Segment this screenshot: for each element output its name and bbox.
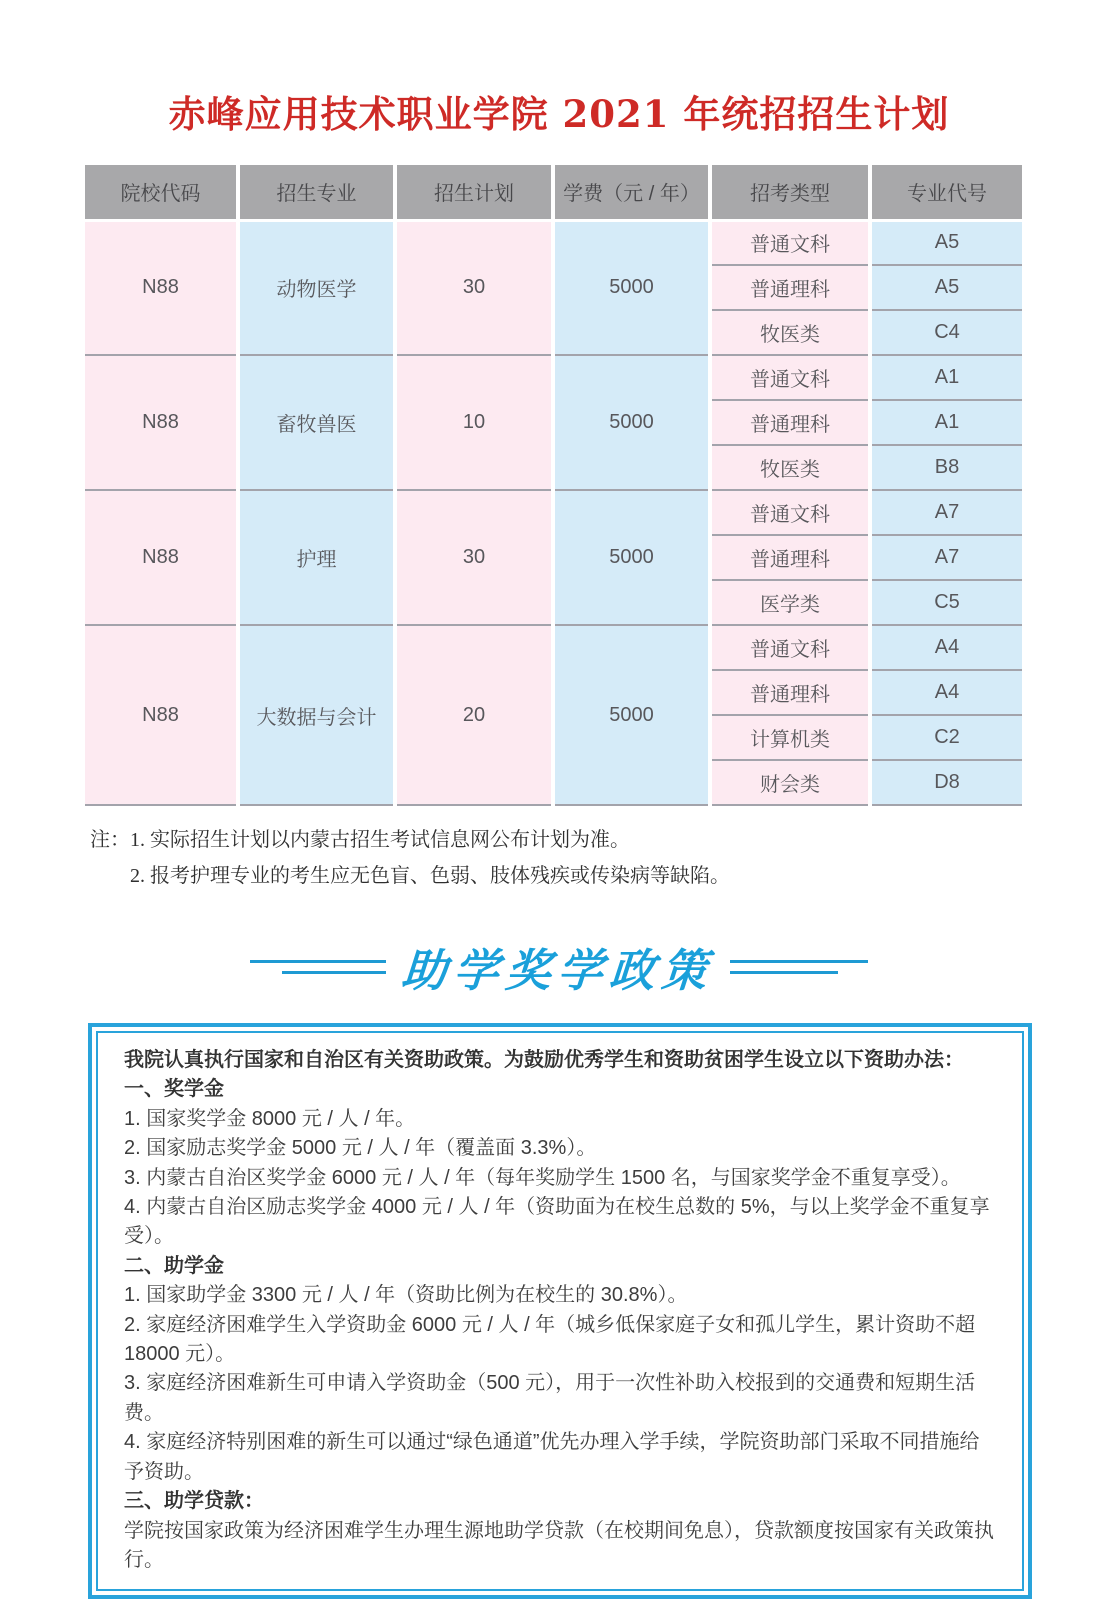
major-cell: 畜牧兽医: [238, 355, 395, 490]
policy-item: 1. 国家奖学金 8000 元 / 人 / 年。: [124, 1107, 416, 1130]
exam-type-cell: 财会类: [710, 760, 870, 805]
policy-section-heading: 三、助学贷款：: [124, 1490, 264, 1513]
decorative-lines-left-icon: [250, 959, 386, 975]
exam-type-cell: 计算机类: [710, 715, 870, 760]
exam-type-cell: 普通理科: [710, 265, 870, 310]
major-code-cell: A5: [870, 265, 1022, 310]
policy-section-heading: 一、奖学金: [124, 1078, 224, 1101]
policy-section-header: [0, 934, 1118, 999]
table-row: [85, 490, 1022, 535]
major-cell: 护理: [238, 490, 395, 625]
school-code-cell: N88: [85, 355, 238, 490]
plan-cell: 20: [395, 625, 553, 805]
policy-item: 3. 内蒙古自治区奖学金 6000 元 / 人 / 年（每年奖励学生 1500 名，与国家奖学金不重复享受）。: [124, 1166, 961, 1189]
policy-box-content: [96, 1031, 1024, 1591]
table-row: [85, 355, 1022, 400]
major-code-cell: A4: [870, 625, 1022, 670]
policy-item: 1. 国家助学金 3300 元 / 人 / 年（资助比例为在校生的 30.8%）。: [124, 1284, 688, 1307]
school-code-cell: N88: [85, 490, 238, 625]
plan-cell: 30: [395, 490, 553, 625]
major-code-cell: A7: [870, 490, 1022, 535]
school-code-cell: N88: [85, 220, 238, 355]
fee-cell: 5000: [553, 625, 710, 805]
plan-cell: 30: [395, 220, 553, 355]
table-header-cell: 院校代码: [85, 165, 238, 220]
table-header-cell: 招考类型: [710, 165, 870, 220]
decorative-lines-right-icon: [730, 959, 868, 975]
fee-cell: 5000: [553, 220, 710, 355]
notes-items: [130, 822, 730, 894]
exam-type-cell: 牧医类: [710, 445, 870, 490]
policy-item: 学院按国家政策为经济困难学生办理生源地助学贷款（在校期间免息），贷款额度按国家有关政策执行。: [124, 1519, 994, 1571]
fee-cell: 5000: [553, 490, 710, 625]
major-code-cell: A1: [870, 355, 1022, 400]
table-row: [85, 220, 1022, 265]
major-cell: 动物医学: [238, 220, 395, 355]
fee-cell: 5000: [553, 355, 710, 490]
plan-cell: 10: [395, 355, 553, 490]
major-code-cell: A1: [870, 400, 1022, 445]
policy-item: 4. 家庭经济特别困难的新生可以通过“绿色通道”优先办理入学手续，学院资助部门采取不同措施给予资助。: [124, 1431, 980, 1483]
table-header-cell: 学费（元 / 年）: [553, 165, 710, 220]
major-code-cell: C5: [870, 580, 1022, 625]
exam-type-cell: 普通文科: [710, 220, 870, 265]
exam-type-cell: 普通理科: [710, 535, 870, 580]
table-notes: [90, 822, 1118, 894]
policy-item: 2. 国家励志奖学金 5000 元 / 人 / 年（覆盖面 3.3%）。: [124, 1137, 597, 1160]
exam-type-cell: 普通文科: [710, 490, 870, 535]
policy-item: 3. 家庭经济困难新生可申请入学资助金（500 元），用于一次性补助入校报到的交通费和短期生活费。: [124, 1372, 976, 1424]
admission-plan-table: [85, 165, 1022, 806]
school-code-cell: N88: [85, 625, 238, 805]
table-header-cell: 招生计划: [395, 165, 553, 220]
table-header-cell: 专业代号: [870, 165, 1022, 220]
note-line: 1. 实际招生计划以内蒙古招生考试信息网公布计划为准。: [130, 829, 630, 851]
notes-prefix: 注：: [90, 829, 130, 851]
page-title: 赤峰应用技术职业学院 2021 年统招招生计划: [168, 92, 950, 136]
policy-item: 2. 家庭经济困难学生入学资助金 6000 元 / 人 / 年（城乡低保家庭子女和孤儿学生，累计资助不超 18000 元）。: [124, 1313, 976, 1366]
exam-type-cell: 普通文科: [710, 355, 870, 400]
major-code-cell: A5: [870, 220, 1022, 265]
table-header-cell: 招生专业: [238, 165, 395, 220]
major-code-cell: A7: [870, 535, 1022, 580]
exam-type-cell: 普通理科: [710, 400, 870, 445]
major-cell: 大数据与会计: [238, 625, 395, 805]
table-row: [85, 625, 1022, 670]
policy-item: 4. 内蒙古自治区励志奖学金 4000 元 / 人 / 年（资助面为在校生总数的 5%，与以上奖学金不重复享受）。: [124, 1196, 990, 1248]
major-code-cell: D8: [870, 760, 1022, 805]
exam-type-cell: 医学类: [710, 580, 870, 625]
table-header-row: [85, 165, 1022, 220]
exam-type-cell: 普通理科: [710, 670, 870, 715]
policy-section-heading: 二、助学金: [124, 1254, 224, 1277]
major-code-cell: A4: [870, 670, 1022, 715]
major-code-cell: B8: [870, 445, 1022, 490]
policy-intro: 我院认真执行国家和自治区有关资助政策。为鼓励优秀学生和资助贫困学生设立以下资助办法：: [124, 1049, 964, 1071]
policy-section-title: 助学奖学政策: [399, 944, 716, 997]
major-code-cell: C4: [870, 310, 1022, 355]
exam-type-cell: 牧医类: [710, 310, 870, 355]
note-line: 2. 报考护理专业的考生应无色盲、色弱、肢体残疾或传染病等缺陷。: [130, 865, 730, 887]
exam-type-cell: 普通文科: [710, 625, 870, 670]
policy-box: [88, 1023, 1032, 1599]
major-code-cell: C2: [870, 715, 1022, 760]
